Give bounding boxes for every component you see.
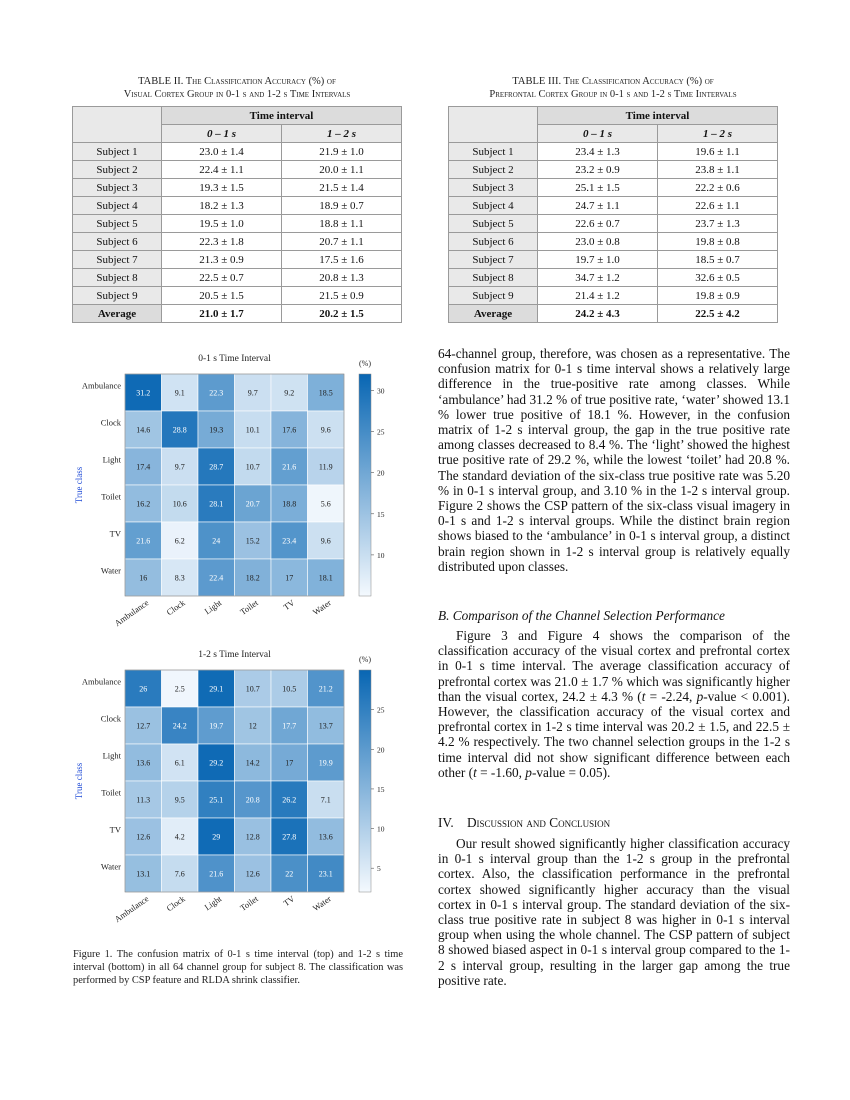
cell-value-label: 10.7 <box>245 462 260 472</box>
cell: 22.3 ± 1.8 <box>162 233 282 251</box>
row-label: Subject 6 <box>73 233 162 251</box>
row-label-clock: Clock <box>100 417 121 428</box>
cell-value-label: 17.7 <box>282 721 297 731</box>
col-label-clock: Clock <box>164 893 187 914</box>
cell-value-label: 9.1 <box>174 388 185 398</box>
cell: 23.0 ± 0.8 <box>538 233 658 251</box>
table3-corner <box>449 107 538 143</box>
chart-title: 1-2 s Time Interval <box>198 650 271 660</box>
colorbar-tick-label: 15 <box>377 784 385 794</box>
section-iv-body <box>438 836 790 988</box>
cell-value-label: 12.6 <box>245 869 260 879</box>
table-row <box>73 143 402 161</box>
section-iv-heading <box>438 815 790 830</box>
cell: 22.5 ± 0.7 <box>162 269 282 287</box>
col-label-light: Light <box>202 597 224 617</box>
cell-value-label: 10.6 <box>172 499 187 509</box>
section-b-body <box>438 628 790 780</box>
cell-value-label: 24.2 <box>172 721 187 731</box>
col-label-water: Water <box>310 893 333 914</box>
p-symbol: p <box>525 764 532 780</box>
row-label-ambulance: Ambulance <box>81 380 121 391</box>
cell: 19.8 ± 0.8 <box>658 233 778 251</box>
cell-value-label: 18.1 <box>318 573 333 583</box>
table-row-average <box>73 305 402 323</box>
cell-value-label: 17.4 <box>136 462 151 472</box>
table-row <box>449 269 778 287</box>
cell-value-label: 10.1 <box>245 425 260 435</box>
row-label: Subject 6 <box>449 233 538 251</box>
col-label-ambulance: Ambulance <box>112 893 151 925</box>
text-run: = -1.60, <box>476 764 526 780</box>
t-symbol: t <box>641 688 646 704</box>
cell-value-label: 9.7 <box>247 388 258 398</box>
cell: 22.4 ± 1.1 <box>162 161 282 179</box>
row-label: Subject 2 <box>73 161 162 179</box>
cell-value-label: 6.1 <box>174 758 185 768</box>
cell: 22.2 ± 0.6 <box>658 179 778 197</box>
paragraph-results: 64-channel group, therefore, was chosen as a representative. The confusion matrix for 0-1 s time interval shows a relatively large difference in the true-positive rate among classes. While ‘ambulance’ had 31.2 % of true positive rate, ‘water’ showed 13.1 % lower true positive of 18.1 %. However, in the confusion matrix of 1-2 s interval group, the gap in the true positive rate among classes decreased to 8.4 %. The ‘light’ showed the highest true positive rate of 29.2 %, while the lowest ‘toilet’ had 20.8 %. The standard deviation of the six-class true positive rate was 5.20 % in 0-1 s interval group, and 3.10 % in the 1-2 s interval group. Figure 2 shows the CSP pattern of the six-class visual imagery in 0-1 s and 1-2 s interval groups. While the distinct brain region shows biased to the ‘ambulance’ in 0-1 s interval group, a distinct brain region shown in 1-2 s interval group is relatively equally distributed upon classes. <box>438 346 790 574</box>
cell-value-label: 20.7 <box>245 499 260 509</box>
table2-col2: 1 – 2 s <box>282 125 402 143</box>
row-label: Subject 3 <box>73 179 162 197</box>
cell: 21.5 ± 1.4 <box>282 179 402 197</box>
cell: 19.5 ± 1.0 <box>162 215 282 233</box>
cell-value-label: 19.7 <box>209 721 224 731</box>
table-row <box>449 179 778 197</box>
colorbar-tick-label: 20 <box>377 468 385 478</box>
section-b <box>438 608 790 623</box>
row-label: Subject 5 <box>449 215 538 233</box>
cell-value-label: 28.8 <box>172 425 187 435</box>
cell-value-label: 19.9 <box>318 758 333 768</box>
section-title: Discussion and Conclusion <box>466 815 611 830</box>
table-row <box>73 215 402 233</box>
table-row <box>449 197 778 215</box>
colorbar-tick-label: 10 <box>377 550 385 560</box>
row-label: Subject 7 <box>449 251 538 269</box>
cell-value-label: 13.6 <box>136 758 151 768</box>
figure-caption: Figure 1. The confusion matrix of 0-1 s time interval (top) and 1-2 s time interval (bottom) in all 64 channel group for subject 8. The classification was performed by CSP feature and RLDA shrink classifier. <box>73 949 403 987</box>
cell-value-label: 9.6 <box>320 536 331 546</box>
table-row <box>73 179 402 197</box>
cell-value-label: 15.2 <box>245 536 260 546</box>
col-label-water: Water <box>310 597 333 618</box>
cell: 21.9 ± 1.0 <box>282 143 402 161</box>
table-row <box>73 287 402 305</box>
cell-value-label: 10.7 <box>245 684 260 694</box>
t-symbol: t <box>473 764 477 780</box>
row-label-toilet: Toilet <box>101 491 121 502</box>
cell-value-label: 11.3 <box>136 795 151 805</box>
cell: 21.4 ± 1.2 <box>538 287 658 305</box>
cell-value-label: 29.2 <box>209 758 224 768</box>
table3-body <box>449 143 778 323</box>
y-axis-label: True class <box>74 762 84 800</box>
col-label-toilet: Toilet <box>238 597 260 617</box>
table-row-average <box>449 305 778 323</box>
cell-value-label: 29 <box>212 832 221 842</box>
right-column <box>438 346 790 574</box>
colorbar-tick-label: 10 <box>377 824 385 834</box>
text-run: Figure 3 and Figure 4 shows the comparison of the classification accuracy of the visual cortex and prefrontal cortex in 0-1 s time interval. The average classification accuracy of prefrontal cortex was 21.0 ± 1.7 % which was significantly higher than the visual cortex, 24.2 ± 4.3 % ( <box>438 628 790 704</box>
cell-value-label: 17 <box>285 758 294 768</box>
table-row <box>449 215 778 233</box>
row-label: Subject 9 <box>73 287 162 305</box>
cell: 18.2 ± 1.3 <box>162 197 282 215</box>
cell-value-label: 28.1 <box>209 499 224 509</box>
chart-title: 0-1 s Time Interval <box>198 354 271 364</box>
row-label-toilet: Toilet <box>101 787 121 798</box>
cell: 22.6 ± 0.7 <box>538 215 658 233</box>
cell-value-label: 2.5 <box>174 684 185 694</box>
cell-value-label: 5.6 <box>320 499 331 509</box>
section-number: IV. <box>438 815 454 830</box>
cell-value-label: 7.1 <box>320 795 331 805</box>
cell-value-label: 9.6 <box>320 425 331 435</box>
cell: 21.0 ± 1.7 <box>162 305 282 323</box>
cell: 23.8 ± 1.1 <box>658 161 778 179</box>
cell-value-label: 18.5 <box>318 388 333 398</box>
table-row <box>449 161 778 179</box>
row-label: Subject 3 <box>449 179 538 197</box>
colorbar-tick-label: 25 <box>377 427 385 437</box>
text-run: = -2.24, <box>645 688 697 704</box>
row-label-light: Light <box>102 750 121 761</box>
row-label: Subject 1 <box>73 143 162 161</box>
cell-value-label: 10.5 <box>282 684 297 694</box>
cell-value-label: 23.1 <box>318 869 333 879</box>
cell-value-label: 22.4 <box>209 573 224 583</box>
cell: 17.5 ± 1.6 <box>282 251 402 269</box>
colorbar-tick-label: 30 <box>377 386 385 396</box>
cell-value-label: 17 <box>285 573 294 583</box>
cell: 24.7 ± 1.1 <box>538 197 658 215</box>
heatmap-0-1s-svg <box>70 350 410 642</box>
cell: 23.7 ± 1.3 <box>658 215 778 233</box>
cell-value-label: 19.3 <box>209 425 224 435</box>
table3-caption-line1: TABLE III. The Classification Accuracy (%) of <box>512 76 714 87</box>
cell-value-label: 12 <box>248 721 257 731</box>
table2-caption-line1: TABLE II. The Classification Accuracy (%) of <box>138 76 336 87</box>
row-label-tv: TV <box>109 824 121 835</box>
cell-value-label: 11.9 <box>318 462 333 472</box>
row-label: Subject 4 <box>73 197 162 215</box>
row-label-ambulance: Ambulance <box>81 676 121 687</box>
row-label: Subject 2 <box>449 161 538 179</box>
row-label-water: Water <box>100 565 121 576</box>
cell-value-label: 9.2 <box>284 388 295 398</box>
table-row <box>73 161 402 179</box>
cell-value-label: 12.8 <box>245 832 260 842</box>
cell-value-label: 29.1 <box>209 684 224 694</box>
cell-value-label: 21.6 <box>209 869 224 879</box>
y-axis-label: True class <box>74 466 84 504</box>
cell: 23.0 ± 1.4 <box>162 143 282 161</box>
cell: 24.2 ± 4.3 <box>538 305 658 323</box>
row-label: Average <box>73 305 162 323</box>
cell-value-label: 31.2 <box>136 388 151 398</box>
p-symbol: p <box>696 688 704 704</box>
cell: 19.6 ± 1.1 <box>658 143 778 161</box>
cell-value-label: 17.6 <box>282 425 297 435</box>
table3-caption-line2: Prefrontal Cortex Group in 0-1 s and 1-2 s Time Iintervals <box>489 88 737 100</box>
cell-value-label: 14.6 <box>136 425 151 435</box>
cell: 20.8 ± 1.3 <box>282 269 402 287</box>
colorbar <box>359 670 371 892</box>
cell: 20.5 ± 1.5 <box>162 287 282 305</box>
table2 <box>72 106 402 323</box>
table-row <box>73 251 402 269</box>
cell-value-label: 12.6 <box>136 832 151 842</box>
cell: 25.1 ± 1.5 <box>538 179 658 197</box>
confusion-matrix-0-1s <box>70 350 410 642</box>
table-row <box>449 233 778 251</box>
colorbar-tick-label: 25 <box>377 705 385 715</box>
colorbar-tick-label: 5 <box>377 864 381 874</box>
table2-corner <box>73 107 162 143</box>
table3 <box>448 106 778 323</box>
cell-value-label: 26.2 <box>282 795 297 805</box>
row-label: Subject 7 <box>73 251 162 269</box>
text-run: -value < 0.001). However, the classification accuracy of the visual cortex and prefrontal cortex in 1-2 s time interval was 20.2 ± 1.5, and 22.5 ± 4.2 % respectively. The two channel selection groups in the 1-2 s time interval did not show significant difference between each other ( <box>438 688 791 780</box>
cell: 21.5 ± 0.9 <box>282 287 402 305</box>
table3-col1: 0 – 1 s <box>538 125 658 143</box>
cell: 19.7 ± 1.0 <box>538 251 658 269</box>
col-label-tv: TV <box>281 597 297 613</box>
cell-value-label: 21.6 <box>136 536 151 546</box>
cell: 20.7 ± 1.1 <box>282 233 402 251</box>
colorbar-tick-label: 20 <box>377 745 385 755</box>
cell-value-label: 16 <box>139 573 148 583</box>
cell-value-label: 7.6 <box>174 869 185 879</box>
section-iv <box>438 815 790 830</box>
table3-caption <box>446 76 780 101</box>
cell: 18.8 ± 1.1 <box>282 215 402 233</box>
confusion-matrix-1-2s <box>70 646 410 938</box>
paragraph-channel-selection <box>438 628 790 780</box>
cell: 19.3 ± 1.5 <box>162 179 282 197</box>
table-row <box>73 269 402 287</box>
col-label-clock: Clock <box>164 597 187 618</box>
col-label-toilet: Toilet <box>238 893 260 913</box>
row-label: Subject 4 <box>449 197 538 215</box>
cell: 20.2 ± 1.5 <box>282 305 402 323</box>
paragraph-conclusion: Our result showed significantly higher classification accuracy in 0-1 s interval group than the 1-2 s group in the prefrontal cortex. Also, the classification performance in the prefrontal cortex showed significantly higher accuracy than the visual cortex in 0-1 s interval group. The standard deviation of the six-class true positive rate in subject 8 was higher in 0-1 s interval group when using the whole channel. The CSP pattern of subject 8 showed biased aspect in 0-1 s interval group compared to the 1-2 s interval group, resulting in the larger gap among the true positive rate. <box>438 836 790 988</box>
row-label-water: Water <box>100 861 121 872</box>
col-label-light: Light <box>202 893 224 913</box>
cell-value-label: 9.5 <box>174 795 185 805</box>
cell-value-label: 13.7 <box>318 721 333 731</box>
cell: 18.5 ± 0.7 <box>658 251 778 269</box>
table-row <box>449 143 778 161</box>
row-label: Subject 5 <box>73 215 162 233</box>
cell-value-label: 16.2 <box>136 499 151 509</box>
cell-value-label: 20.8 <box>245 795 260 805</box>
colorbar-unit: (%) <box>359 359 371 368</box>
table2-header: Time interval <box>162 107 402 125</box>
cell-value-label: 22.3 <box>209 388 224 398</box>
table-row <box>73 197 402 215</box>
cell-value-label: 4.2 <box>174 832 185 842</box>
cell-value-label: 12.7 <box>136 721 151 731</box>
cell-value-label: 13.1 <box>136 869 151 879</box>
cell-value-label: 13.6 <box>318 832 333 842</box>
cell-value-label: 25.1 <box>209 795 224 805</box>
table-row <box>449 287 778 305</box>
table-row <box>449 251 778 269</box>
row-label: Subject 9 <box>449 287 538 305</box>
col-label-ambulance: Ambulance <box>112 597 151 629</box>
table3-col2: 1 – 2 s <box>658 125 778 143</box>
row-label: Subject 1 <box>449 143 538 161</box>
col-label-tv: TV <box>281 893 297 909</box>
cell: 32.6 ± 0.5 <box>658 269 778 287</box>
cell: 22.5 ± 4.2 <box>658 305 778 323</box>
colorbar <box>359 374 371 596</box>
table2-body <box>73 143 402 323</box>
cell-value-label: 26 <box>139 684 148 694</box>
cell-value-label: 23.4 <box>282 536 297 546</box>
cell-value-label: 14.2 <box>245 758 260 768</box>
cell-value-label: 6.2 <box>174 536 185 546</box>
row-label: Subject 8 <box>73 269 162 287</box>
cell-value-label: 27.8 <box>282 832 297 842</box>
table2-col1: 0 – 1 s <box>162 125 282 143</box>
cell: 18.9 ± 0.7 <box>282 197 402 215</box>
row-label: Subject 8 <box>449 269 538 287</box>
cell-value-label: 18.8 <box>282 499 297 509</box>
cell-value-label: 8.3 <box>174 573 185 583</box>
table2-caption-line2: Visual Cortex Group in 0-1 s and 1-2 s Time Intervals <box>123 88 351 100</box>
colorbar-unit: (%) <box>359 655 371 664</box>
cell-value-label: 28.7 <box>209 462 224 472</box>
cell-value-label: 24 <box>212 536 221 546</box>
cell-value-label: 18.2 <box>245 573 260 583</box>
row-label: Average <box>449 305 538 323</box>
cell: 23.2 ± 0.9 <box>538 161 658 179</box>
cell: 20.0 ± 1.1 <box>282 161 402 179</box>
table3-header: Time interval <box>538 107 778 125</box>
cell-value-label: 21.2 <box>318 684 333 694</box>
row-label-tv: TV <box>109 528 121 539</box>
table2-caption <box>70 76 404 101</box>
cell: 19.8 ± 0.9 <box>658 287 778 305</box>
cell-value-label: 21.6 <box>282 462 297 472</box>
section-b-heading: B. Comparison of the Channel Selection Performance <box>438 608 725 623</box>
cell-value-label: 9.7 <box>174 462 185 472</box>
row-label-light: Light <box>102 454 121 465</box>
cell: 34.7 ± 1.2 <box>538 269 658 287</box>
cell-value-label: 22 <box>285 869 294 879</box>
heatmap-1-2s-svg <box>70 646 410 938</box>
cell: 21.3 ± 0.9 <box>162 251 282 269</box>
text-run: -value = 0.05). <box>531 764 611 780</box>
table-row <box>73 233 402 251</box>
cell: 23.4 ± 1.3 <box>538 143 658 161</box>
row-label-clock: Clock <box>100 713 121 724</box>
cell: 22.6 ± 1.1 <box>658 197 778 215</box>
colorbar-tick-label: 15 <box>377 509 385 519</box>
